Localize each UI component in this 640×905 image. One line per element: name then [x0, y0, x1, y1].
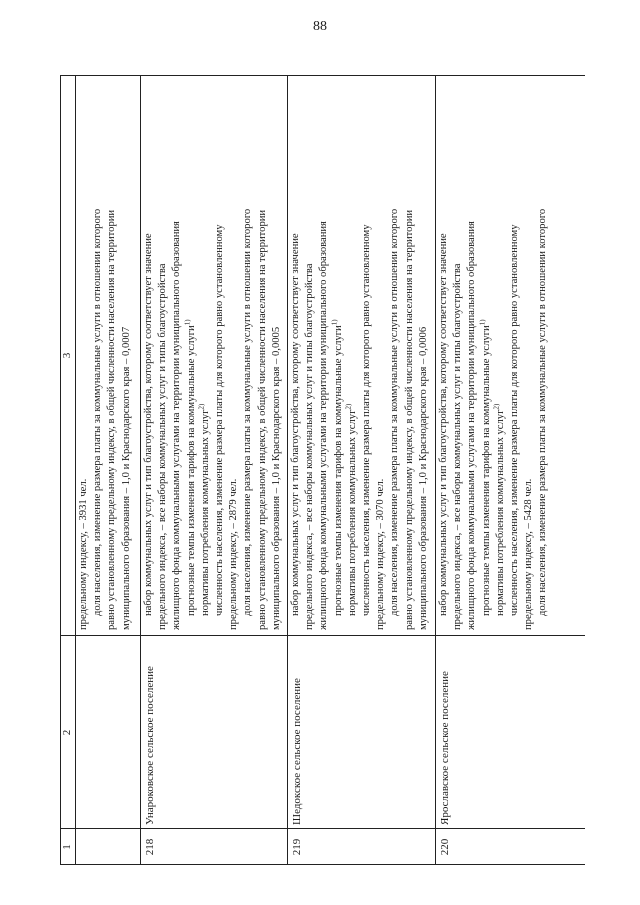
- row-number: 219: [291, 838, 303, 856]
- text-line: доля населения, изменение размера платы за коммунальные услуги в отношении которого: [537, 208, 549, 616]
- text-line: жилищного фонда коммунальными услугами на территории муниципального образования: [171, 221, 183, 630]
- text-line: доля населения, изменение размера платы за коммунальные услуги в отношении которого: [242, 208, 254, 616]
- header-col-3: 3: [61, 352, 73, 359]
- footnote-mark: 2): [492, 403, 501, 410]
- footnote-mark: 1): [183, 319, 192, 326]
- settlement-name: Ярославское сельское поселение: [439, 671, 451, 825]
- text-line: жилищного фонда коммунальными услугами на территории муниципального образования: [318, 221, 330, 630]
- text-line: предельного индекса, – все наборы коммунальных услуг и типы благоустройства: [452, 263, 464, 630]
- settlement-name: Унароковское сельское поселение: [144, 666, 156, 825]
- footnote-mark: 2): [344, 403, 353, 410]
- text-line: предельному индексу, – 3070 чел.: [375, 478, 387, 630]
- table-row: [287, 75, 435, 865]
- text-line: нормативы потребления коммунальных услуг: [346, 409, 358, 616]
- text-line: набор коммунальных услуг и тип благоустройства, которому соответствует значение: [143, 233, 154, 616]
- row-number: 220: [439, 838, 451, 856]
- row-description: [140, 75, 286, 636]
- page-number: 88: [313, 19, 327, 34]
- continuation-text: [75, 75, 140, 636]
- table-row-continuation: [75, 75, 140, 865]
- text-line: набор коммунальных услуг и тип благоустройства, которому соответствует значение: [438, 233, 449, 616]
- text-line: предельному индексу, – 5428 чел.: [523, 478, 535, 630]
- text-line: предельному индексу, – 3931 чел.: [78, 478, 89, 630]
- text-line: доля населения, изменение размера платы за коммунальные услуги в отношении которого: [389, 208, 401, 616]
- text-line: доля населения, изменение размера платы за коммунальные услуги в отношении которого: [92, 208, 104, 616]
- text-line: равно установленному предельному индексу, в общей численности населения на территории: [256, 209, 268, 630]
- table-row: [140, 75, 287, 865]
- header-col-2: 2: [61, 729, 73, 736]
- text-line: жилищного фонда коммунальными услугами на территории муниципального образования: [466, 221, 478, 630]
- text-line: набор коммунальных услуг и тип благоустройства, которому соответствует значение: [290, 233, 301, 616]
- text-line: численность населения, изменение размера платы для которого равно установленному: [509, 224, 521, 616]
- header-col-1: 1: [61, 844, 73, 850]
- row-description: [287, 75, 433, 636]
- text-line: прогнозные темпы изменения тарифов на коммунальные услуги: [332, 325, 344, 616]
- footnote-mark: 2): [197, 403, 206, 410]
- text-line: нормативы потребления коммунальных услуг: [494, 409, 506, 616]
- text-line: численность населения, изменение размера платы для которого равно установленному: [361, 224, 373, 616]
- text-line: предельного индекса, – все наборы коммунальных услуг и типы благоустройства: [157, 263, 169, 630]
- text-line: муниципального образования – 1,0 и Краснодарского края – 0,0006: [417, 326, 429, 630]
- text-line: предельного индекса, – все наборы коммунальных услуг и типы благоустройства: [304, 263, 316, 630]
- footnote-mark: 1): [330, 319, 339, 326]
- settlement-name: Шедокское сельское поселение: [291, 678, 303, 825]
- data-table: [60, 75, 585, 865]
- text-line: равно установленному предельному индексу, в общей численности населения на территории: [403, 209, 415, 630]
- text-line: нормативы потребления коммунальных услуг: [199, 409, 211, 616]
- row-description: [435, 75, 553, 636]
- text-line: численность населения, изменение размера платы для которого равно установленному: [214, 224, 226, 616]
- text-line: муниципального образования – 1,0 и Краснодарского края – 0,0007: [120, 326, 132, 630]
- text-line: предельному индексу, – 2879 чел.: [228, 478, 240, 630]
- text-line: прогнозные темпы изменения тарифов на коммунальные услуги: [185, 325, 197, 616]
- footnote-mark: 1): [478, 319, 487, 326]
- table-row: [435, 75, 585, 865]
- text-line: прогнозные темпы изменения тарифов на коммунальные услуги: [480, 325, 492, 616]
- row-number: 218: [144, 838, 156, 856]
- text-line: муниципального образования – 1,0 и Краснодарского края – 0,0005: [270, 326, 282, 630]
- rotated-table-viewport: [60, 75, 585, 865]
- text-line: равно установленному предельному индексу, в общей численности населения на территории: [106, 209, 118, 630]
